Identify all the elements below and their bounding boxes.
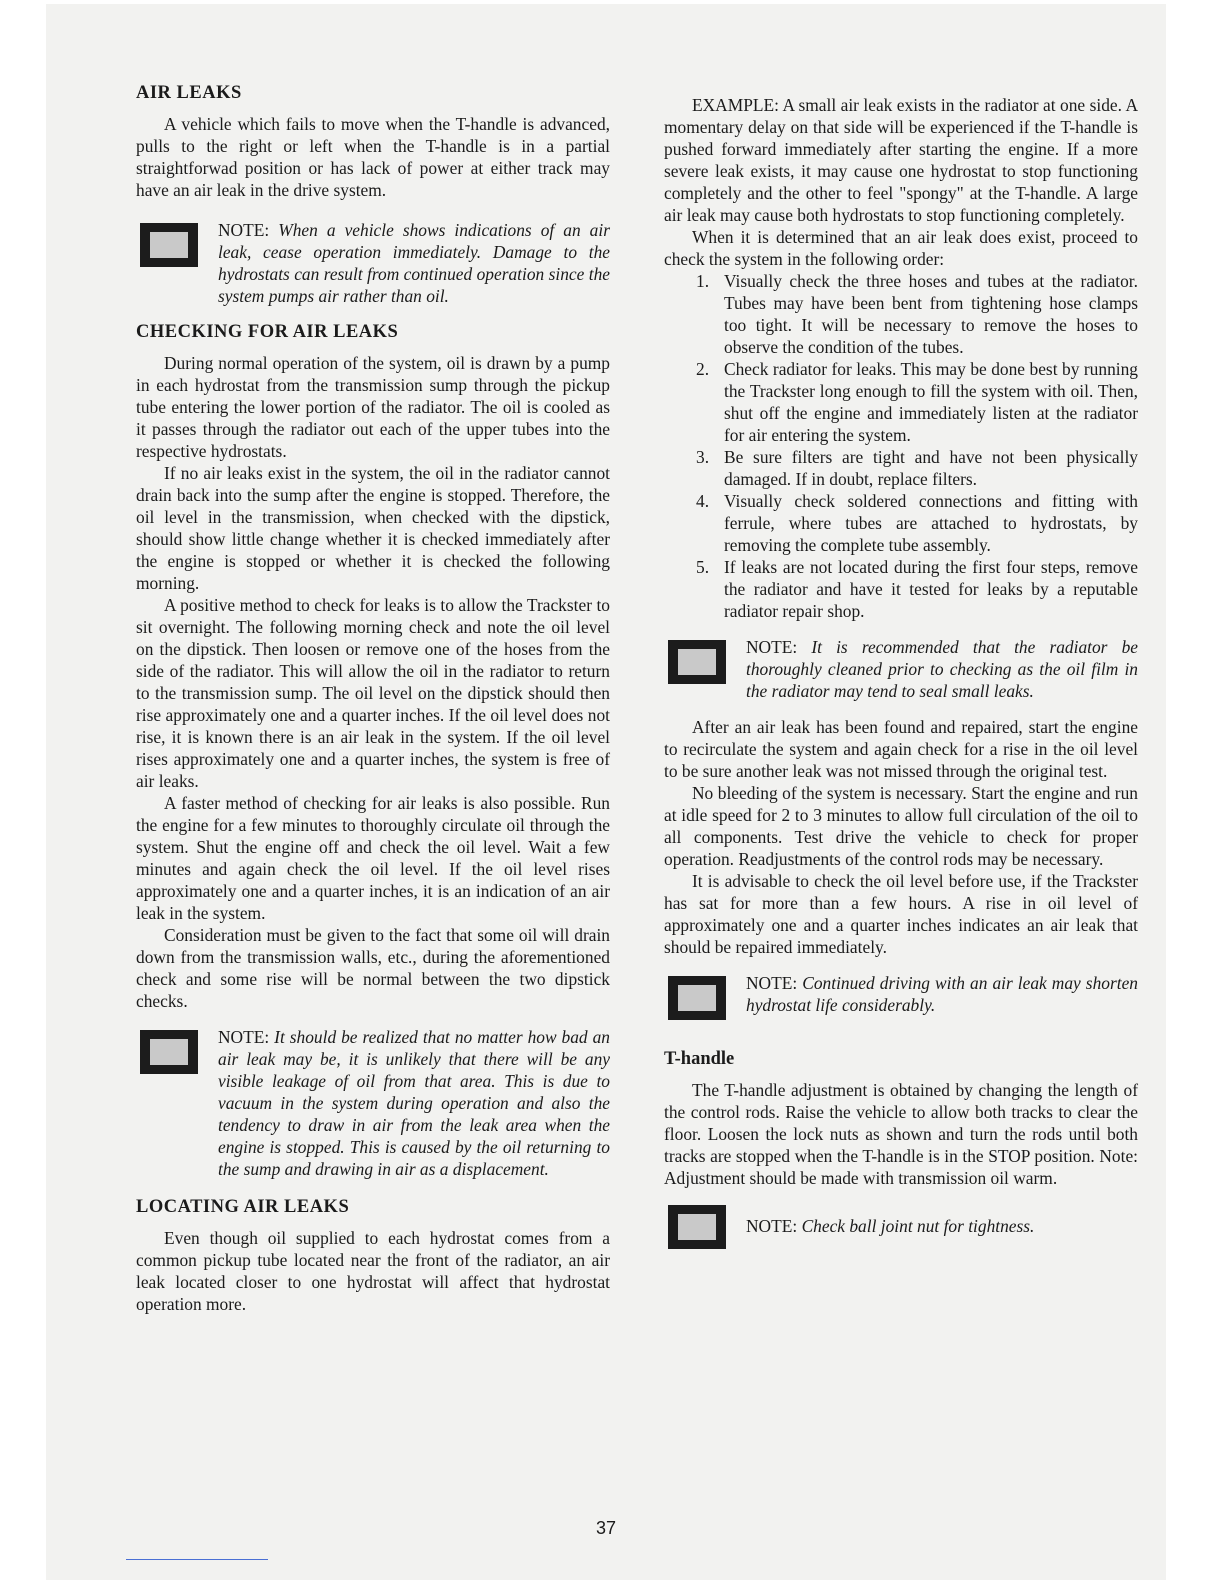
checking-paragraph-5: Consideration must be given to the fact that some oil will drain down from the transmission walls, etc., during the aforementioned check and some rise will be normal between the two dipstick checks. [136,925,610,1011]
note-label: NOTE: [218,1027,270,1047]
step-text: Be sure filters are tight and have not been physically damaged. If in doubt, replace filters. [724,447,1138,489]
step-number: 4. [696,491,710,511]
list-item [664,556,1138,622]
step-number: 5. [696,557,710,577]
step-text: Visually check soldered connections and fitting with ferrule, where tubes are attached to hydrostats, by removing the complete tube assembly. [724,491,1138,555]
locating-heading: LOCATING AIR LEAKS [136,1197,350,1217]
note-text: Check ball joint nut for tightness. [801,1216,1035,1236]
checking-paragraph-4: A faster method of checking for air leaks is also possible. Run the engine for a few minutes to thoroughly circulate oil through the system. Shut the engine off and check the oil level. Wait a few minutes and again check the oil level. If the oil level rises approximately one and a quarter inches, it is an indication of an air leak in the system. [136,793,610,923]
air-leaks-heading: AIR LEAKS [136,83,242,103]
checking-paragraph-1: During normal operation of the system, oil is drawn by a pump in each hydrostat from the transmission sump through the pickup tube entering the lower portion of the radiator. The oil is cooled as it passes through the radiator out each of the upper tubes into the respective hydrostats. [136,353,610,461]
note-ball-joint [664,1201,1138,1261]
note-label: NOTE: [746,973,798,993]
note-label: NOTE: [746,1216,798,1236]
t-handle-paragraph: The T-handle adjustment is obtained by changing the length of the control rods. Raise the vehicle to allow both tracks to clear the floor. Loosen the lock nuts as shown and turn the rods until both tracks are stopped when the T-handle is in the STOP position. Note: Adjustment should be made with transmission oil warm. [664,1080,1138,1188]
note-label: NOTE: [218,220,270,240]
t-handle-heading: T-handle [664,1049,735,1069]
note-air-leak-warning [136,219,610,307]
note-visible-leakage [136,1026,610,1180]
note-icon [668,976,726,1020]
step-text: If leaks are not located during the first four steps, remove the radiator and have it tested for leaks by a reputable radiator repair shop. [724,557,1138,621]
example-paragraph: EXAMPLE: A small air leak exists in the radiator at one side. A momentary delay on that side will be experienced if the T-handle is pushed forward immediately after starting the engine. If a more severe leak exists, it may cause one hydrostat to stop functioning completely and the other to feel "spongy" at the T-handle. A large air leak may cause both hydrostats to stop functioning completely. [664,95,1138,225]
checking-paragraph-2: If no air leaks exist in the system, the oil in the radiator cannot drain back into the sump after the engine is stopped. Therefore, the oil level in the transmission, when checked with the dipstick, should show little change whether it is checked immediately after the engine is stopped or whether it is checked the following morning. [136,463,610,593]
note-continued-driving [664,972,1138,1032]
step-text: Visually check the three hoses and tubes at the radiator. Tubes may have been bent from tightening hose clamps too tight. It will be necessary to remove the hoses to observe the condition of the tubes. [724,271,1138,357]
note-icon [140,1030,198,1074]
after-repair-paragraph: After an air leak has been found and repaired, start the engine to recirculate the system and again check for a rise in the oil level to be sure another leak was not missed through the original test. [664,717,1138,781]
right-column [664,94,1138,1261]
step-number: 3. [696,447,710,467]
note-clean-radiator [664,636,1138,702]
note-label: NOTE: [746,637,798,657]
left-column [136,82,610,1315]
note-text: Continued driving with an air leak may shorten hydrostat life considerably. [746,973,1138,1015]
step-number: 1. [696,271,710,291]
step-text: Check radiator for leaks. This may be done best by running the Trackster long enough to fill the system with oil. Then, shut off the engine and immediately listen at the radiator for air entering the system. [724,359,1138,445]
list-item [664,490,1138,556]
note-text: It is recommended that the radiator be thoroughly cleaned prior to checking as the oil film in the radiator may tend to seal small leaks. [746,637,1138,701]
footer-rule [126,1559,268,1560]
page-number: 37 [596,1518,617,1538]
locating-paragraph: Even though oil supplied to each hydrostat comes from a common pickup tube located near the front of the radiator, an air leak located closer to one hydrostat will affect that hydrostat operation more. [136,1228,610,1314]
checking-heading: CHECKING FOR AIR LEAKS [136,322,399,342]
note-icon [668,640,726,684]
note-icon [668,1205,726,1249]
note-text: It should be realized that no matter how bad an air leak may be, it is unlikely that there will be any visible leakage of oil from that area. This is due to vacuum in the system during operation and also the tendency to draw in air from the leak area when the engine is stopped. This is caused by the oil returning to the sump and drawing in air as a displacement. [218,1027,610,1179]
order-paragraph: When it is determined that an air leak does exist, proceed to check the system in the following order: [664,227,1138,269]
list-item [664,358,1138,446]
check-steps-list [664,270,1138,622]
list-item [664,270,1138,358]
note-text: When a vehicle shows indications of an air leak, cease operation immediately. Damage to the hydrostats can result from continued operation since the system pumps air rather than oil. [218,220,610,306]
oil-level-paragraph: It is advisable to check the oil level before use, if the Trackster has sat for more than a few hours. A rise in oil level of approximately one and a quarter inches indicates an air leak that should be repaired immediately. [664,871,1138,957]
checking-paragraph-3: A positive method to check for leaks is to allow the Trackster to sit overnight. The following morning check and note the oil level on the dipstick. Then loosen or remove one of the hoses from the side of the radiator. This will allow the oil in the radiator to return to the transmission sump. The oil level on the dipstick should then rise approximately one and a quarter inches. If the oil level does not rise, it is known there is an air leak in the system. If the oil level rises approximately one and a quarter inches, the system is free of air leaks. [136,595,610,791]
list-item [664,446,1138,490]
air-leaks-paragraph: A vehicle which fails to move when the T-handle is advanced, pulls to the right or left when the T-handle is in a partial straightforwad position or has lack of power at either track may have an air leak in the drive system. [136,114,610,200]
note-icon [140,223,198,267]
step-number: 2. [696,359,710,379]
bleeding-paragraph: No bleeding of the system is necessary. Start the engine and run at idle speed for 2 to 3 minutes to allow full circulation of the oil to all components. Test drive the vehicle to check for proper operation. Readjustments of the control rods may be necessary. [664,783,1138,869]
